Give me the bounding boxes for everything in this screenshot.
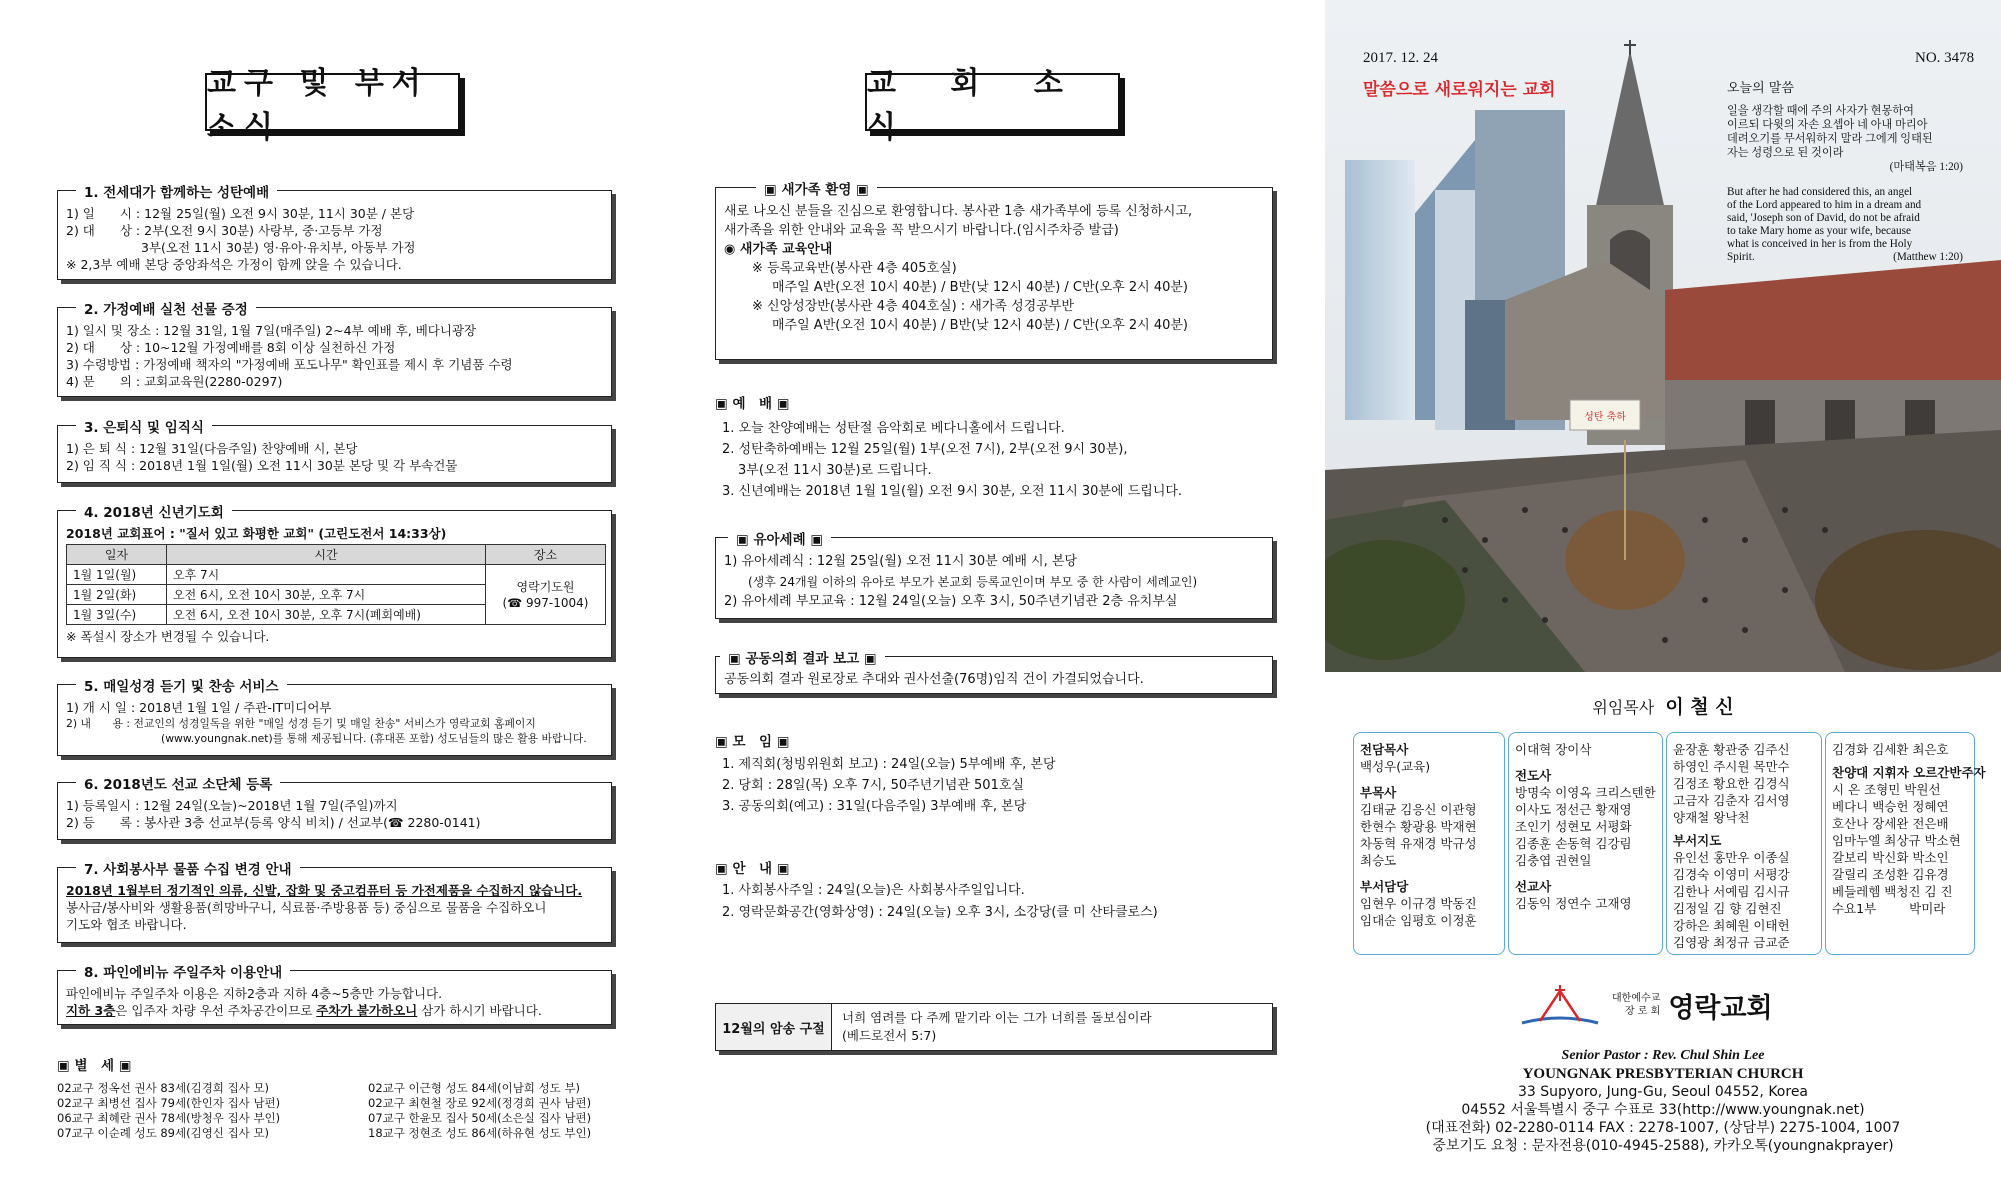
staff-names: 김동익 정연수 고재영 xyxy=(1515,896,1632,911)
obituary-list-left xyxy=(57,1081,280,1141)
staff-names: 이사도 정선근 황재영 xyxy=(1515,802,1632,817)
text-line: 1) 일시 및 장소 : 12월 31일, 1월 7일(매주일) 2~4부 예배 후, 베다니광장 xyxy=(66,323,477,338)
list-item: 1. 사회봉사주일 : 24일(오늘)은 사회봉사주일입니다. xyxy=(722,883,1025,898)
notice-list xyxy=(722,880,1158,924)
church-name: 영락교회 xyxy=(1668,992,1773,1024)
staff-heading: 전도사 xyxy=(1515,768,1552,783)
staff-names: 김영광 최정규 금교준 xyxy=(1673,935,1790,950)
staff-names: 수요1부 박미라 xyxy=(1832,901,1946,916)
text-line: 새가족을 위한 안내와 교육을 꼭 받으시기 바랍니다.(임시주차증 발급) xyxy=(724,223,1119,238)
staff-names: 시 온 조형민 박원선 xyxy=(1832,782,1941,797)
staff-names: 호산나 장세완 전은배 xyxy=(1832,816,1949,831)
text-line: 2) 내 용 : 전교인의 성경일독을 위한 "매일 성경 듣기 및 매일 찬송" 서비스가 영락교회 홈페이지 xyxy=(66,717,536,730)
staff-names: 김한나 서예림 김시규 xyxy=(1673,884,1790,899)
text-line: 봉사금/봉사비와 생활용품(희망바구니, 식료품·주방용품 등) 중심으로 물품을 수집하오니 xyxy=(66,900,547,915)
staff-heading: 부서지도 xyxy=(1673,833,1722,848)
church-photo xyxy=(1325,0,2001,672)
list-item: 3. 신년예배는 2018년 1월 1일(월) 오전 9시 30분, 오전 11시 30분에 드립니다. xyxy=(722,484,1183,499)
staff-names: 임마누엘 최상규 박소현 xyxy=(1832,833,1961,848)
church-logo-icon xyxy=(1520,983,1600,1027)
text-line: ※ 폭설시 장소가 변경될 수 있습니다. xyxy=(66,629,270,644)
text-line: 매주일 A반(오전 10시 40분) / B반(낮 12시 40분) / C반(오후 2시 40분) xyxy=(772,280,1189,295)
table-row xyxy=(67,565,606,585)
list-item: 07교구 한윤모 집사 50세(소은실 집사 남편) xyxy=(368,1111,592,1125)
verse-line: (베드로전서 5:7) xyxy=(842,1028,937,1043)
verse-line: 데려오기를 무서워하지 말라 그에게 잉태된 xyxy=(1727,133,1933,145)
text-line: 2) 임 직 식 : 2018년 1월 1일(월) 오전 11시 30분 본당 및 각 부속건물 xyxy=(66,458,458,473)
notice-title: ▣ 안 내 ▣ xyxy=(715,861,790,877)
text-span: 은 입주자 차량 우선 주차공간이므로 xyxy=(115,1003,317,1018)
staff-box-2 xyxy=(1508,732,1663,955)
section-title: 4. 2018년 신년기도회 xyxy=(76,501,232,521)
church-slogan: 말씀으로 새로워지는 교회 xyxy=(1363,80,1556,100)
section-title: 2. 가정예배 실천 선물 증정 xyxy=(76,298,256,318)
today-word-english xyxy=(1727,186,1963,264)
text-line: 2) 등 록 : 봉사관 3층 선교부(등록 양식 비치) / 선교부(☎ 2280-0141) xyxy=(66,815,481,830)
cover-panel xyxy=(1325,0,2001,1192)
verse-last-row xyxy=(1727,251,1963,264)
issue-number: NO. 3478 xyxy=(1915,50,1975,66)
staff-names: 이대혁 장이삭 xyxy=(1515,742,1592,757)
meeting-list xyxy=(722,754,1056,817)
worship-list xyxy=(722,418,1182,502)
text-line: 매주일 A반(오전 10시 40분) / B반(낮 12시 40분) / C반(오후 2시 40분) xyxy=(772,318,1189,333)
section-title: 3. 은퇴식 및 임직식 xyxy=(76,416,212,436)
staff-names: 김태균 김응신 이관형 xyxy=(1360,802,1477,817)
staff-names: 김충엽 권현일 xyxy=(1515,853,1592,868)
staff-names: 양재철 왕낙천 xyxy=(1673,810,1750,825)
list-item: 2. 성탄축하예배는 12월 25일(월) 1부(오전 7시), 2부(오전 9시 30분), xyxy=(722,442,1128,457)
list-item: 02교구 정옥선 권사 83세(김경희 집사 모) xyxy=(57,1081,270,1095)
staff-names: 김경숙 이영미 서평강 xyxy=(1673,867,1790,882)
staff-names: 하영인 주시원 목만수 xyxy=(1673,759,1790,774)
table-cell: 오전 6시, 오전 10시 30분, 오후 7시 xyxy=(167,585,486,605)
text-line: 4) 문 의 : 교회교육원(2280-0297) xyxy=(66,374,283,389)
staff-names: 윤장훈 황관중 김주신 xyxy=(1673,742,1790,757)
staff-names: 김정일 김 향 김현진 xyxy=(1673,901,1782,916)
text-line: 1) 일 시 : 12월 25일(월) 오전 9시 30분, 11시 30분 / 본당 xyxy=(66,206,415,221)
list-item: 02교구 최현철 장로 92세(정경희 권사 남편) xyxy=(368,1096,592,1110)
list-item: 3. 공동의회(예고) : 31일(다음주일) 3부예배 후, 본당 xyxy=(722,799,1027,814)
text-line: 1) 등록일시 : 12월 24일(오늘)~2018년 1월 7일(주일)까지 xyxy=(66,798,398,813)
memory-verse-label: 12월의 암송 구절 xyxy=(716,1004,832,1050)
text-line: 새로 나오신 분들을 진심으로 환영합니다. 봉사관 1층 새가족부에 등록 신청하시고, xyxy=(724,204,1193,219)
place-phone: (☎ 997-1004) xyxy=(502,595,589,610)
verse-ref: (마태복음 1:20) xyxy=(1889,161,1963,173)
verse-line: to take Mary home as your wife, because xyxy=(1727,225,1911,237)
acting-pastor-label: 위임목사 xyxy=(1592,698,1655,717)
table-header: 장소 xyxy=(486,545,606,565)
section-title: ▣ 새가족 환영 ▣ xyxy=(756,178,877,198)
table-header: 일자 xyxy=(67,545,167,565)
worship-title: ▣ 예 배 ▣ xyxy=(715,396,790,412)
verse-line: Spirit. xyxy=(1727,251,1755,263)
memory-verse-text xyxy=(832,1004,1162,1050)
section-bible-service xyxy=(57,679,612,756)
staff-heading: 선교사 xyxy=(1515,879,1552,894)
text-line: ◉ 새가족 교육안내 xyxy=(724,242,833,257)
text-line: 1) 은 퇴 식 : 12월 31일(다음주일) 찬양예배 시, 본당 xyxy=(66,441,358,456)
text-line: ※ 2,3부 예배 본당 중앙좌석은 가정이 함께 앉을 수 있습니다. xyxy=(66,257,402,272)
acting-pastor-name: 이 철 신 xyxy=(1665,696,1734,718)
section-mission-registration xyxy=(57,777,612,840)
staff-box-3 xyxy=(1666,732,1822,955)
verse-line: But after he had considered this, an angel xyxy=(1727,186,1913,198)
verse-line: 자는 성령으로 된 것이라 xyxy=(1727,147,1844,159)
section-title: 7. 사회봉사부 물품 수집 변경 안내 xyxy=(76,858,300,878)
text-line: 2) 대 상 : 2부(오전 9시 30분) 사랑부, 중·고등부 가정 xyxy=(66,223,383,238)
section-retirement xyxy=(57,420,612,483)
staff-names: 임현우 이규경 박동진 xyxy=(1360,896,1477,911)
list-item: 2. 당회 : 28일(목) 오후 7시, 50주년기념관 501호실 xyxy=(722,778,1024,793)
prayer-schedule-table xyxy=(66,544,606,625)
section-title: 6. 2018년도 선교 소단체 등록 xyxy=(76,773,280,793)
text-line: 공동의회 결과 원로장로 추대와 권사선출(76명)임직 건이 가결되었습니다. xyxy=(724,672,1144,687)
staff-names: 갈릴리 조성환 김유경 xyxy=(1832,867,1949,882)
issue-date: 2017. 12. 24 xyxy=(1363,50,1438,66)
table-cell: 오후 7시 xyxy=(167,565,486,585)
text-line: (www.youngnak.net)를 통해 제공됩니다. (휴대폰 포함) 성도님들의 많은 활용 바랍니다. xyxy=(161,732,587,745)
verse-line: 일을 생각할 때에 주의 사자가 현몽하여 xyxy=(1727,105,1914,117)
verse-line: said, 'Joseph son of David, do not be afraid xyxy=(1727,212,1920,224)
table-header: 시간 xyxy=(167,545,486,565)
section-title: 1. 전세대가 함께하는 성탄예배 xyxy=(76,181,277,201)
list-item: 1. 오늘 찬양예배는 성탄절 음악회로 베다니홀에서 드립니다. xyxy=(722,421,1065,436)
text-line: 기도와 협조 바랍니다. xyxy=(66,917,187,932)
section-christmas-worship xyxy=(57,185,612,280)
section-title: ▣ 공동의회 결과 보고 ▣ xyxy=(720,647,885,667)
staff-names: 방명숙 이영옥 크리스텐한 xyxy=(1515,785,1656,800)
acting-pastor xyxy=(1325,692,2001,719)
phone-numbers: (대표전화) 02-2280-0114 FAX : 2278-1007, (상담부) 2275-1004, 1007 xyxy=(1425,1120,1901,1136)
staff-names: 조인기 성현모 서평화 xyxy=(1515,819,1632,834)
section-title: 8. 파인에비뉴 주일주차 이용안내 xyxy=(76,961,290,981)
staff-names: 베다니 백승헌 정혜연 xyxy=(1832,799,1949,814)
staff-names: 임대순 임평호 이정훈 xyxy=(1360,913,1477,928)
staff-names: 백성우(교육) xyxy=(1360,759,1431,774)
staff-heading: 부목사 xyxy=(1360,785,1397,800)
text-span: 삼가 하시기 바랍니다. xyxy=(417,1003,542,1018)
verse-line: 이르되 다윗의 자손 요셉아 네 아내 마리아 xyxy=(1727,119,1928,131)
table-cell: 오전 6시, 오전 10시 30분, 오후 7시(폐회예배) xyxy=(167,605,486,625)
staff-heading: 전담목사 xyxy=(1360,742,1409,757)
text-line: 파인에비뉴 주일주차 이용은 지하2층과 지하 4층~5층만 가능합니다. xyxy=(66,986,443,1001)
text-line: ※ 신앙성장반(봉사관 4층 404호실) : 새가족 성경공부반 xyxy=(752,299,1074,314)
address-english: 33 Supyoro, Jung-Gu, Seoul 04552, Korea xyxy=(1517,1084,1809,1100)
list-item: 2. 영락문화공간(영화상영) : 24일(오늘) 오후 3시, 소강당(클 미 산타클로스) xyxy=(722,905,1158,920)
list-item: 1. 제직회(청빙위원회 보고) : 24일(오늘) 5부예배 후, 본당 xyxy=(722,757,1056,772)
church-news-title: 교 회 소 식 xyxy=(865,73,1120,131)
place-cell xyxy=(486,565,606,625)
staff-names: 최승도 xyxy=(1360,853,1397,868)
list-item: 02교구 최병선 집사 79세(한인자 집사 남편) xyxy=(57,1096,281,1110)
staff-names: 김경화 김세환 최은호 xyxy=(1832,742,1949,757)
list-item: 02교구 이근형 성도 84세(이남희 성도 부) xyxy=(368,1081,581,1095)
text-line: 2) 대 상 : 10~12월 가정예배를 8회 이상 실천하신 가정 xyxy=(66,340,396,355)
text-line: 3부(오전 11시 30분) 영·유아·유치부, 아동부 가정 xyxy=(66,240,416,255)
text-line: ※ 등록교육반(봉사관 4층 405호실) xyxy=(752,261,957,276)
text-line: 2018년 1월부터 정기적인 의류, 신발, 잡화 및 중고컴퓨터 등 가전제품을 수집하지 않습니다. xyxy=(66,883,583,898)
church-english-name: YOUNGNAK PRESBYTERIAN CHURCH xyxy=(1522,1066,1804,1082)
address-korean: 04552 서울특별시 중구 수표로 33(http://www.youngnak.net) xyxy=(1461,1102,1865,1118)
section-new-family xyxy=(715,182,1273,360)
verse-ref: (Matthew 1:20) xyxy=(1893,251,1963,263)
staff-names: 한현수 황광용 박재현 xyxy=(1360,819,1477,834)
banner-text: 성탄 축하 xyxy=(1584,412,1626,423)
left-panel xyxy=(0,0,660,1192)
obituary-list-right xyxy=(368,1081,591,1141)
staff-box-1 xyxy=(1353,732,1505,955)
staff-names: 갈보리 박신화 박소인 xyxy=(1832,850,1949,865)
section-newyear-prayer xyxy=(57,505,612,658)
today-word-korean xyxy=(1727,104,1963,174)
list-item: 07교구 이순례 성도 89세(김영신 집사 모) xyxy=(57,1126,270,1140)
denomination-line: 대한예수교 xyxy=(1612,993,1661,1004)
staff-names: 베들레헴 백청진 김 진 xyxy=(1832,884,1953,899)
text-line: 3) 수령방법 : 가정예배 책자의 "가정예배 포도나무" 확인표를 제시 후 기념품 수령 xyxy=(66,357,513,372)
verse-line: what is conceived in her is from the Holy xyxy=(1727,238,1913,250)
staff-names: 유인선 홍만우 이종실 xyxy=(1673,850,1790,865)
section-family-worship xyxy=(57,302,612,397)
staff-names: 고금자 김춘자 김서영 xyxy=(1673,793,1790,808)
text-line: 2018년 교회표어 : "질서 있고 화평한 교회" (고린도전서 14:33상) xyxy=(66,526,447,541)
obituary-title: ▣ 별 세 ▣ xyxy=(57,1058,132,1074)
staff-names: 김종훈 손동혁 김강림 xyxy=(1515,836,1632,851)
text-line: 2) 유아세례 부모교육 : 12월 24일(오늘) 오후 3시, 50주년기념관 2층 유치부실 xyxy=(724,594,1178,609)
page-title: 교구 및 부서소식 xyxy=(205,73,460,131)
table-cell: 1월 1일(월) xyxy=(67,565,167,585)
staff-names: 찬양대 지휘자 오르간반주자 xyxy=(1832,765,1986,780)
section-title: ▣ 유아세례 ▣ xyxy=(728,528,831,548)
staff-names: 강하은 최혜원 이태헌 xyxy=(1673,918,1790,933)
memory-verse-box xyxy=(715,1003,1273,1051)
section-parking xyxy=(57,965,612,1025)
meeting-title: ▣ 모 임 ▣ xyxy=(715,734,790,750)
staff-heading: 부서담당 xyxy=(1360,879,1409,894)
staff-names: 김정조 황요한 김경식 xyxy=(1673,776,1790,791)
prayer-contact: 중보기도 요청 : 문자전용(010-4945-2588), 카카오톡(youngnakprayer) xyxy=(1432,1138,1894,1154)
senior-pastor: Senior Pastor : Rev. Chul Shin Lee xyxy=(1561,1048,1765,1063)
text-emph: 주차가 불가하오니 xyxy=(316,1003,418,1018)
today-word-title: 오늘의 말씀 xyxy=(1727,81,1794,96)
text-emph: 지하 3층 xyxy=(66,1003,116,1018)
table-cell: 1월 3일(수) xyxy=(67,605,167,625)
list-item: 06교구 최혜란 권사 78세(방청우 집사 부인) xyxy=(57,1111,281,1125)
church-denomination xyxy=(1612,992,1660,1018)
section-donation-change xyxy=(57,862,612,943)
section-council-report xyxy=(715,651,1273,694)
denomination-line: 장 로 회 xyxy=(1624,1006,1661,1017)
church-illustration xyxy=(1325,0,2001,672)
staff-names: 차동혁 유재경 박규성 xyxy=(1360,836,1477,851)
verse-line: of the Lord appeared to him in a dream and xyxy=(1727,199,1922,211)
list-item: 3부(오전 11시 30분)로 드립니다. xyxy=(738,463,932,478)
church-logo xyxy=(1520,983,1773,1027)
text-line: (생후 24개월 이하의 유아로 부모가 본교회 등록교인이며 부모 중 한 사람이 세례교인) xyxy=(748,575,1198,589)
list-item: 18교구 정현조 성도 86세(하유현 성도 부인) xyxy=(368,1126,592,1140)
text-line: 1) 유아세례식 : 12월 25일(월) 오전 11시 30분 예배 시, 본당 xyxy=(724,554,1077,569)
text-line: 1) 개 시 일 : 2018년 1월 1일 / 주관-IT미디어부 xyxy=(66,700,332,715)
place-name: 영락기도원 xyxy=(516,579,575,594)
section-title: 5. 매일성경 듣기 및 찬송 서비스 xyxy=(76,675,287,695)
section-infant-baptism xyxy=(715,532,1273,619)
verse-line: 너희 염려를 다 주께 맡기라 이는 그가 너희를 돌보심이라 xyxy=(842,1010,1152,1025)
table-cell: 1월 2일(화) xyxy=(67,585,167,605)
text-line xyxy=(66,1002,603,1019)
staff-box-4 xyxy=(1825,732,1986,955)
